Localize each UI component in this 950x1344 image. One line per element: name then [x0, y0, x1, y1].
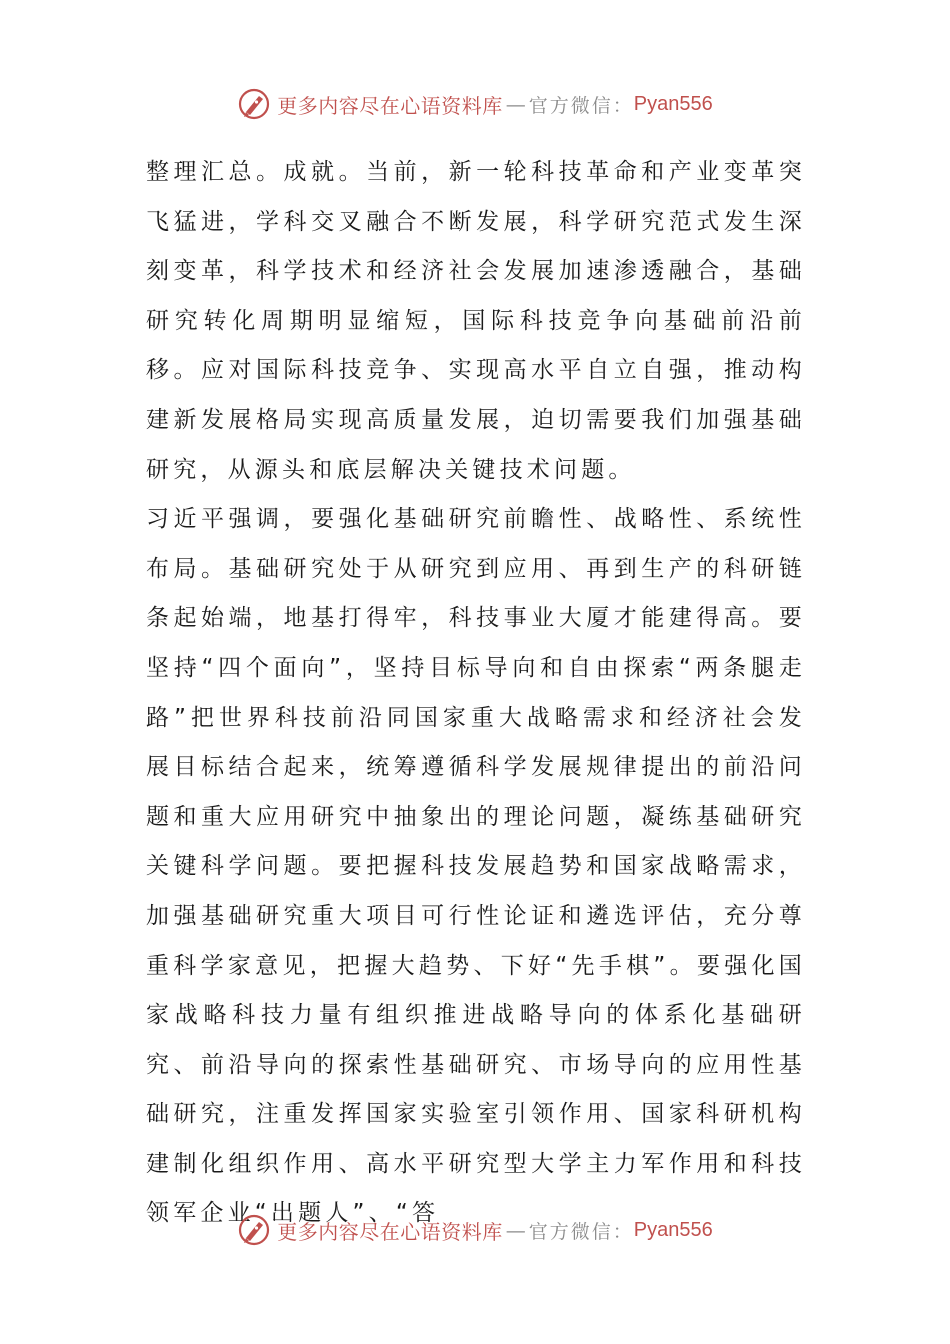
banner-official-label: 官方微信：: [528, 94, 634, 117]
banner-slogan: 更多内容尽在心语资料库: [277, 1219, 503, 1244]
header-banner: [0, 84, 950, 124]
banner-slogan: 更多内容尽在心语资料库: [277, 93, 503, 118]
banner-wechat-id: Pyan556: [633, 1218, 713, 1241]
banner-wechat-id: Pyan556: [633, 92, 713, 115]
banner-separator: —: [505, 92, 526, 116]
banner-separator: —: [505, 1218, 526, 1242]
banner-official-label: 官方微信：: [528, 1220, 634, 1243]
paragraph-1: 整理汇总。成就。当前，新一轮科技革命和产业变革突飞猛进，学科交叉融合不断发展，科学研究范式发生深刻变革，科学技术和经济社会发展加速渗透融合，基础研究转化周期明显缩短，国际科技竞争向基础前沿前移。应对国际科技竞争、实现高水平自立自强，推动构建新发展格局实现高质量发展，迫切需要我们加强基础研究，从源头和底层解决关键技术问题。: [146, 159, 806, 483]
pen-nib-logo-icon: [237, 1213, 271, 1247]
document-body: [146, 148, 806, 1239]
footer-banner: [0, 1210, 950, 1250]
paragraph-2: 习近平强调，要强化基础研究前瞻性、战略性、系统性布局。基础研究处于从研究到应用、再到生产的科研链条起始端，地基打得牢，科技事业大厦才能建得高。要坚持“四个面向”，坚持目标导向和自由探索“两条腿走路”把世界科技前沿同国家重大战略需求和经济社会发展目标结合起来，统筹遵循科学发展规律提出的前沿问题和重大应用研究中抽象出的理论问题，凝练基础研究关键科学问题。要把握科技发展趋势和国家战略需求，加强基础研究重大项目可行性论证和遴选评估，充分尊重科学家意见，把握大趋势、下好“先手棋”。要强化国家战略科技力量有组织推进战略导向的体系化基础研究、前沿导向的探索性基础研究、市场导向的应用性基础研究，注重发挥国家实验室引领作用、国家科研机构建制化组织作用、高水平研究型大学主力军作用和科技领军企业“出题人”、“答: [146, 506, 806, 1227]
pen-nib-logo-icon: [237, 87, 271, 121]
